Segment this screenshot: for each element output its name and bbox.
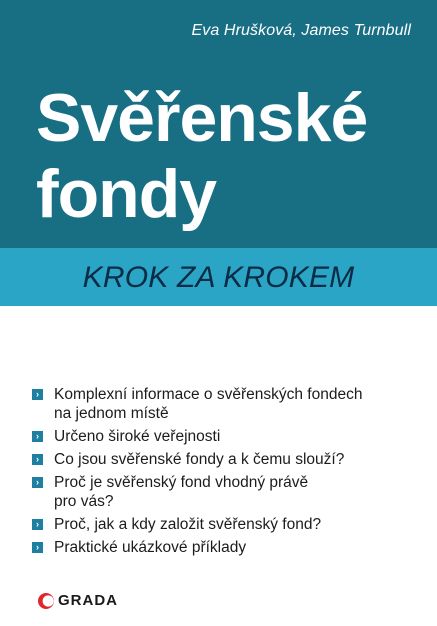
feature-line: Komplexní informace o svěřenských fondech	[54, 386, 363, 403]
feature-line: na jednom místě	[54, 405, 169, 422]
bullet-arrow-icon: ›	[32, 454, 43, 465]
feature-item	[32, 427, 412, 446]
bullet-arrow-icon: ›	[32, 542, 43, 553]
feature-line: pro vás?	[54, 493, 114, 510]
bullet-arrow-icon: ›	[32, 431, 43, 442]
bullet-arrow-icon: ›	[32, 477, 43, 488]
feature-item	[32, 450, 412, 469]
feature-line: Určeno široké veřejnosti	[54, 428, 221, 445]
bullet-arrow-icon: ›	[32, 389, 43, 400]
subtitle-band	[0, 248, 437, 306]
bullet-arrow-icon: ›	[32, 519, 43, 530]
feature-item	[32, 538, 412, 557]
feature-item	[32, 473, 412, 511]
publisher-name: GRADA	[58, 592, 118, 609]
subtitle: KROK ZA KROKEM	[82, 261, 355, 294]
grada-logo-icon	[37, 592, 55, 610]
title-line-1: Svěřenské	[36, 80, 368, 156]
feature-line: Proč je svěřenský fond vhodný právě	[54, 474, 309, 491]
publisher-logo	[37, 592, 118, 610]
authors: Eva Hrušková, James Turnbull	[191, 22, 411, 39]
feature-item	[32, 515, 412, 534]
feature-item	[32, 385, 412, 423]
title-band	[0, 0, 437, 248]
feature-line: Co jsou svěřenské fondy a k čemu slouží?	[54, 451, 345, 468]
title-line-2: fondy	[36, 156, 217, 232]
feature-line: Proč, jak a kdy založit svěřenský fond?	[54, 516, 322, 533]
feature-line: Praktické ukázkové příklady	[54, 539, 247, 556]
feature-list	[32, 385, 412, 561]
